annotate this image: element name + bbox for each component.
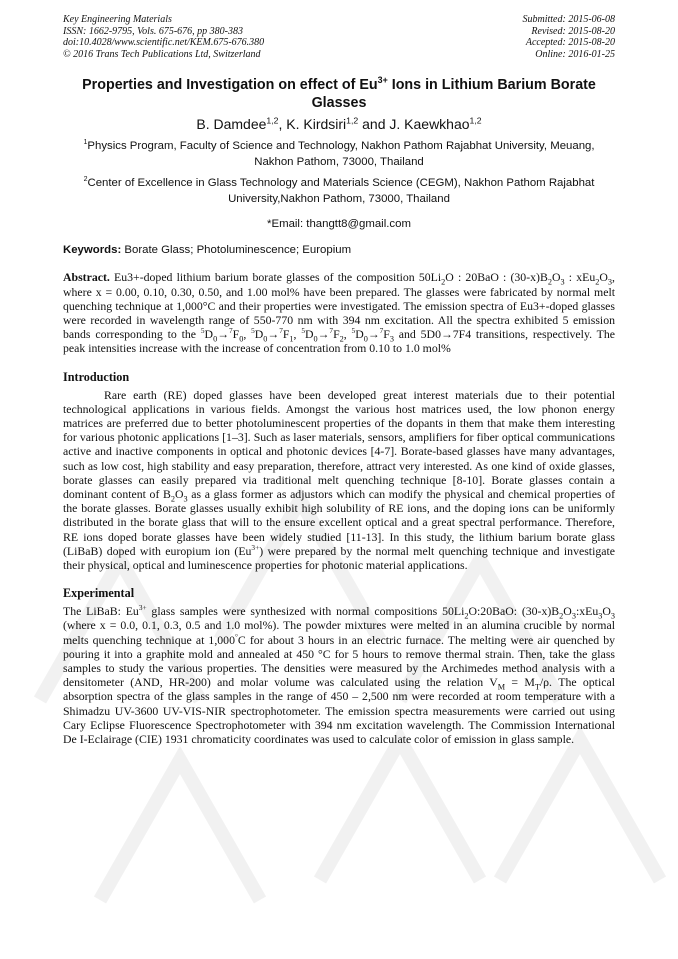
date-online: Online: 2016-01-25 xyxy=(535,48,615,60)
date-submitted: Submitted: 2015-06-08 xyxy=(522,14,615,25)
superscript: 7 xyxy=(329,326,334,336)
date-revised: Revised: 2015-08-20 xyxy=(531,25,615,37)
subscript: 3 xyxy=(183,494,188,504)
separator: , xyxy=(293,327,302,342)
author-3: J. Kaewkhao xyxy=(389,116,470,133)
abstract xyxy=(63,270,615,355)
affiliation-2-text: Center of Excellence in Glass Technology and Materials Science (CEGM), Nakhon Pathom Rajabhat University,Nakhon Pathom, 73000, Thailand xyxy=(87,177,595,205)
arrow: → xyxy=(367,327,380,342)
affiliation-2-number: 2 xyxy=(83,176,88,184)
superscript: 3+ xyxy=(138,603,147,613)
subscript: T xyxy=(534,682,540,692)
subscript: 3 xyxy=(571,611,576,621)
journal-issn: ISSN: 1662-9795, Vols. 675-676, pp 380-383 xyxy=(63,25,243,37)
title-text-end: Ions in Lithium Barium Borate Glasses xyxy=(311,77,596,112)
subscript: 2 xyxy=(595,277,600,287)
contact-email[interactable]: *Email: thangtt8@gmail.com xyxy=(267,218,411,231)
journal-copyright: © 2016 Trans Tech Publications Ltd, Switzerland xyxy=(63,48,261,60)
abstract-label: Abstract. xyxy=(63,270,110,285)
subscript: 0 xyxy=(313,334,318,344)
subscript: 0 xyxy=(263,334,268,344)
abstract-text: : xEu xyxy=(564,270,596,285)
subscript: 2 xyxy=(170,494,176,504)
subscript: 1 xyxy=(289,334,294,344)
author-1: B. Damdee xyxy=(196,116,267,133)
subscript: 0 xyxy=(239,334,244,344)
arrow: → xyxy=(267,327,280,342)
subscript: 2 xyxy=(559,611,564,621)
abstract-text: and 5D0→7F4 transitions, respectively. The peak intensities increase with the increase of concentration from 0.10 to 1.0 mol% xyxy=(63,327,615,356)
subscript: 0 xyxy=(213,334,218,344)
keywords-text: Borate Glass; Photoluminescence; Europium xyxy=(121,244,352,257)
abstract-text: O : 20BaO : (30-x)B xyxy=(445,270,548,285)
subscript: 2 xyxy=(547,277,552,287)
experimental-paragraph xyxy=(63,604,615,746)
author-2: K. Kirdsiri xyxy=(286,116,347,133)
subscript: 2 xyxy=(464,611,469,621)
body-text: = M xyxy=(505,675,535,690)
author-2-affil: 1,2 xyxy=(346,115,359,126)
introduction-paragraph xyxy=(63,388,615,573)
abstract-text: O xyxy=(599,270,608,285)
affiliation-2 xyxy=(63,176,615,207)
abstract-text: , where x = 0.00, 0.10, 0.30, 0.50, and 1.00 mol% have been prepared. The glasses were fabricated by normal melt quenching technique at 1,000°C and their properties were investigated. The emission spectra of Eu3+-doped glasses were recorded in wavelength range of 550-770 nm with 394 nm excitation. All the spectra exhibited 5 emission bands corresponding to the xyxy=(63,270,615,342)
affiliation-1 xyxy=(63,139,615,170)
term-symbol: F xyxy=(383,327,390,342)
separator: , xyxy=(243,327,252,342)
title-superscript: 3+ xyxy=(377,75,388,86)
arrow: → xyxy=(217,327,229,342)
body-text: The LiBaB: Eu xyxy=(63,604,139,619)
term-symbol: F xyxy=(333,327,340,342)
subscript: 3 xyxy=(389,334,394,344)
body-text: /ρ. The optical absorption spectra of the glass samples in the range of 450 – 2,500 nm were recorded at room temperature with a Shimadzu UV-3600 UV-VIS-NIR spectrophotometer. The emission spectra measurements were carried out using Cary Eclipse Fluorescence Spectrophotometer with 394 nm excitation wavelength. The Commission International De I-Eclairage (CIE) 1931 chromaticity coordinates was used to calculate color of emission in glass sample. xyxy=(63,675,615,747)
author-1-affil: 1,2 xyxy=(266,115,279,126)
term-symbol: F xyxy=(282,327,290,342)
section-heading-experimental: Experimental xyxy=(63,586,135,601)
paper-title xyxy=(63,76,615,112)
term-symbol: D xyxy=(204,327,214,342)
subscript: 2 xyxy=(441,277,446,287)
superscript: 5 xyxy=(351,326,356,336)
journal-doi: doi:10.4028/www.scientific.net/KEM.675-676.380 xyxy=(63,37,265,49)
term-symbol: D xyxy=(355,327,364,342)
subscript: 3 xyxy=(610,611,616,621)
term-symbol: D xyxy=(254,327,264,342)
journal-header xyxy=(63,14,615,60)
superscript: 7 xyxy=(279,326,283,336)
body-text: glass samples were synthesized with normal compositions 50Li xyxy=(146,604,465,619)
superscript: 7 xyxy=(228,326,233,336)
superscript: ° xyxy=(234,631,238,641)
abstract-text: O xyxy=(551,270,561,285)
body-text: as a glass former as adjustors which can modify the physical and chemical properties of the borate glasses. Borate glasses usually exhibit high solubility of RE ions, and the doping ions can be uniformly distributed in the borate glass that will to the ensure excellent optical and a great spectral performance. Therefore, RE ions doped borate glasses have been widely studied [11-13]. In this study, the lithium barium borate glass (LiBaB) doped with europium ion (Eu xyxy=(63,487,615,558)
body-text: Rare earth (RE) doped glasses have been developed great interest materials due to their potential technological applications in various fields. Amongst the various host matrices used, the low phonon energy matrices are preferred due to better photoluminescent properties of the dopants in them that make them interesting for various photonic applications [1–3]. Such as laser materials, sensors, amplifiers for fiber optical communications active and inactive components in optical and photonic devices [4-7]. Borate-based glasses have many advantages, such as low cost, high stability and easy preparation, therefore, attract very interested. As one kind of oxide glasses, borate glasses can easily prepared via traditional melt quenching technique [8-10]. Borate glasses contain a dominant content of B xyxy=(63,387,615,502)
body-text: O:20BaO: (30-x)B xyxy=(468,604,560,619)
arrow: → xyxy=(317,327,330,342)
author-separator: , xyxy=(278,116,287,133)
journal-name: Key Engineering Materials xyxy=(63,14,172,25)
section-heading-introduction: Introduction xyxy=(63,369,130,384)
publication-dates xyxy=(523,14,616,60)
term-symbol: D xyxy=(304,327,314,342)
body-text: O xyxy=(602,604,611,619)
affiliation-1-number: 1 xyxy=(83,139,88,147)
body-text: (where x = 0.0, 0.1, 0.3, 0.5 and 1.0 mol%). The powder mixtures were melted in an alumina crucible by normal melts quenching technique at 1,000 xyxy=(63,618,615,647)
body-text: ) were prepared by the normal melt quenching technique and investigate their physical, optical and luminescence properties for photonic material applications. xyxy=(63,543,615,573)
body-text: O xyxy=(563,604,572,619)
subscript: 2 xyxy=(339,334,344,344)
affiliation-1-text: Physics Program, Faculty of Science and Technology, Nakhon Pathom Rajabhat University, Meuang, Nakhon Pathom, 73000, Thailand xyxy=(87,140,595,168)
author-3-affil: 1,2 xyxy=(469,115,482,126)
subscript: 3 xyxy=(607,277,613,287)
superscript: 7 xyxy=(379,326,384,336)
author-list xyxy=(63,115,615,133)
keywords xyxy=(63,244,615,256)
body-text: C for about 3 hours in an electric furnace. The melting were air quenched by pouring it into a graphite mold and annealed at 450 °C for 5 hours to remove thermal strain. Then, take the glass samples to study the various properties. The densities were measured by the Archimedes method analysis with a densitometer (AND, HR-200) and molar volume was calculated using the relation V xyxy=(63,632,615,690)
separator: , xyxy=(343,327,352,342)
subscript: M xyxy=(497,682,506,692)
superscript: 5 xyxy=(200,326,205,336)
subscript: 0 xyxy=(363,334,368,344)
body-text: :xEu xyxy=(575,604,599,619)
superscript: 5 xyxy=(301,326,305,336)
superscript: 5 xyxy=(251,326,255,336)
title-text: Properties and Investigation on effect of Eu xyxy=(82,77,378,94)
body-text: O xyxy=(175,487,184,502)
keywords-label: Keywords: xyxy=(63,244,122,257)
abstract-text: Eu3+-doped lithium barium borate glasses of the composition 50Li xyxy=(109,270,442,285)
term-symbol: F xyxy=(232,327,240,342)
date-accepted: Accepted: 2015-08-20 xyxy=(525,37,615,49)
author-separator: and xyxy=(358,116,390,133)
subscript: 3 xyxy=(560,277,565,287)
superscript: 3+ xyxy=(251,542,260,552)
journal-info xyxy=(63,14,264,60)
subscript: 3 xyxy=(598,611,603,621)
